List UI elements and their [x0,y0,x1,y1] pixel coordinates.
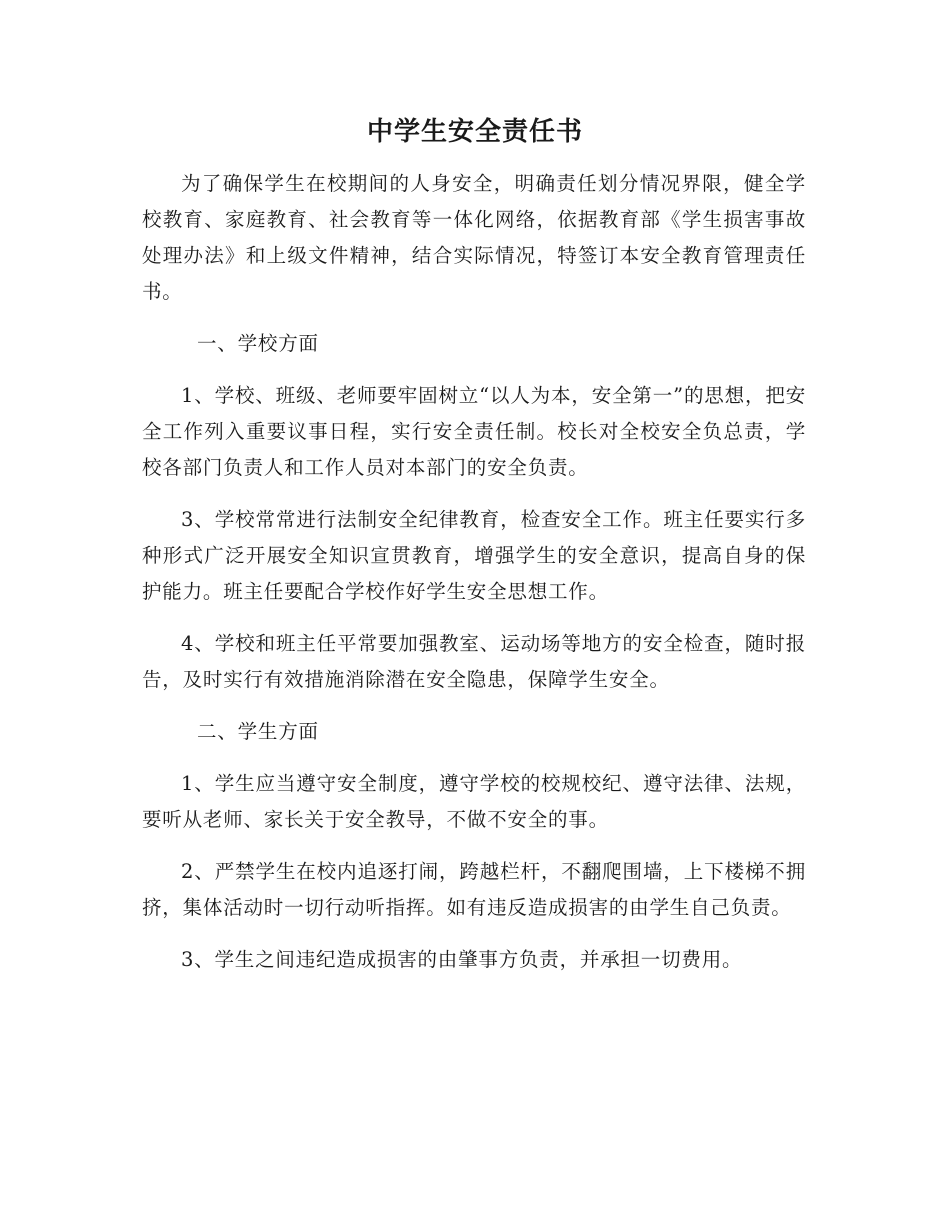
student-item-2: 2、严禁学生在校内追逐打闹，跨越栏杆，不翻爬围墙，上下楼梯不拥挤，集体活动时一切行动听指挥。如有违反造成损害的由学生自己负责。 [142,860,806,919]
student-item-3: 3、学生之间违纪造成损害的由肇事方负责，并承担一切费用。 [181,948,743,971]
section-heading-school: 一、学校方面 [197,332,319,355]
student-item-1: 1、学生应当遵守安全制度，遵守学校的校规校纪、遵守法律、法规，要听从老师、家长关于安全教导，不做不安全的事。 [142,772,806,831]
section-heading-student: 二、学生方面 [197,720,319,743]
document-body [142,166,806,994]
intro-paragraph: 为了确保学生在校期间的人身安全，明确责任划分情况界限，健全学校教育、家庭教育、社会教育等一体化网络，依据教育部《学生损害事故处理办法》和上级文件精神，结合实际情况，特签订本安全教育管理责任书。 [142,172,806,303]
school-item-4: 4、学校和班主任平常要加强教室、运动场等地方的安全检查，随时报告，及时实行有效措施消除潜在安全隐患，保障学生安全。 [142,632,806,691]
school-item-1: 1、学校、班级、老师要牢固树立“以人为本，安全第一”的思想，把安全工作列入重要议事日程，实行安全责任制。校长对全校安全负总责，学校各部门负责人和工作人员对本部门的安全负责。 [142,384,806,479]
document-title: 中学生安全责任书 [366,117,583,147]
school-item-3: 3、学校常常进行法制安全纪律教育，检查安全工作。班主任要实行多种形式广泛开展安全知识宣贯教育，增强学生的安全意识，提高自身的保护能力。班主任要配合学校作好学生安全思想工作。 [142,508,806,603]
